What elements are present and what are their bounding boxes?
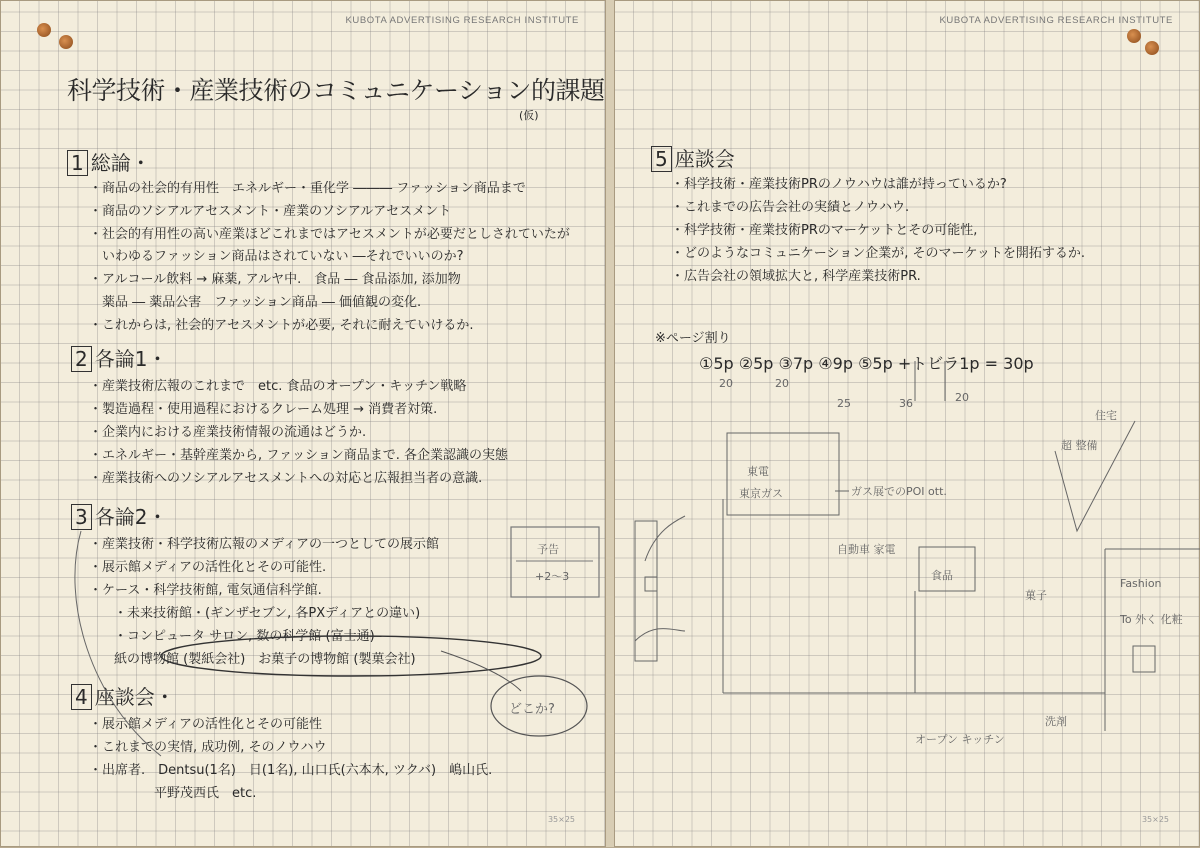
paper-size: 35×25 — [547, 815, 575, 824]
section-number: 5 — [651, 146, 672, 172]
section-title: 総論・ — [90, 151, 151, 175]
sketch-label: 東電 — [747, 465, 769, 478]
bracket-curve — [75, 531, 161, 756]
page-count: 36 — [899, 397, 913, 410]
note-line: ・企業内における産業技術情報の流通はどうか. — [89, 425, 367, 440]
sketch-label: 超 整備 — [1061, 439, 1098, 452]
note-box-bottom: +2〜3 — [535, 570, 570, 583]
section-title: 座談会 — [674, 147, 735, 171]
sketch-label: ガス展でのPOI ott. — [851, 485, 947, 498]
note-line: ・産業技術広報のこれまで etc. 食品のオープン・キッチン戦略 — [89, 379, 467, 394]
note-line: ・コンピュータ サロン, 数の科学館 (富士通) — [101, 629, 375, 644]
note-line: ・どのようなコミュニケーション企業が, そのマーケットを開拓するか. — [671, 246, 1085, 261]
note-line: ・商品のソシアルアセスメント・産業のソシアルアセスメント — [89, 204, 452, 219]
note-line: ・科学技術・産業技術PRのノウハウは誰が持っているか? — [671, 177, 1007, 192]
sketch-label: 東京ガス — [739, 487, 783, 500]
paper-size: 35×25 — [1141, 815, 1169, 824]
note-line: ・出席者. Dentsu(1名) 日(1名), 山口氏(六本木, ツクバ) 嶋山氏. — [89, 763, 493, 778]
sketch-label: 洗剤 — [1045, 715, 1067, 728]
annotation-marks — [1, 1, 607, 848]
page-count: 25 — [837, 397, 851, 410]
note-box-top: 予告 — [537, 543, 559, 556]
section-title: 座談会・ — [94, 685, 175, 709]
note-line: 平野茂西氏 etc. — [89, 786, 257, 801]
museum-oval — [161, 636, 541, 676]
note-line: ・産業技術へのソシアルアセスメントへの対応と広報担当者の意識. — [89, 471, 483, 486]
note-line: ・科学技術・産業技術PRのマーケットとその可能性, — [671, 223, 978, 238]
note-line: 紙の博物館 (製紙会社) お菓子の博物館 (製菓会社) — [101, 652, 416, 667]
section-number: 1 — [67, 150, 88, 176]
note-line: ・製造過程・使用過程におけるクレーム処理 → 消費者対策. — [89, 402, 438, 417]
title-note: (仮) — [519, 109, 539, 122]
note-line: ・これまでの実情, 成功例, そのノウハウ — [89, 740, 327, 755]
sketch-label: オープン キッチン — [915, 733, 1005, 746]
sketch-label: To 外く 化粧 — [1120, 613, 1183, 626]
section-number: 4 — [71, 684, 92, 710]
sketch-box — [727, 433, 839, 515]
note-line: いわゆるファッション商品はされていない ―それでいいのか? — [89, 249, 464, 264]
note-line: ・アルコール飲料 → 麻薬, アルヤ中. 食品 ― 食品添加, 添加物 — [89, 272, 461, 287]
page-count: 20 — [955, 391, 969, 404]
note-line: ・展示館メディアの活性化とその可能性 — [89, 717, 322, 732]
page-header: KUBOTA ADVERTISING RESEARCH INSTITUTE — [345, 15, 579, 26]
right-page — [614, 0, 1200, 847]
sketch-curve — [645, 516, 685, 561]
note-line: ・ケース・科学技術館, 電気通信科学館. — [89, 583, 322, 598]
note-line: 薬品 ― 薬品公害 ファッション商品 ― 価値観の変化. — [89, 295, 422, 310]
section-title: 各論1・ — [94, 347, 168, 371]
question-note: どこか? — [509, 702, 555, 717]
page-plan-label: ※ページ割り — [655, 331, 731, 346]
page-count: 20 — [775, 377, 789, 390]
page-count: 20 — [719, 377, 733, 390]
sketch-label: 自動車 家電 — [837, 543, 896, 556]
sketch-label: 住宅 — [1095, 409, 1117, 422]
sketch-arrow — [635, 629, 685, 642]
note-line: ・社会的有用性の高い産業ほどこれまではアセスメントが必要だとしされていたが — [89, 227, 570, 242]
page-plan: ①5p ②5p ③7p ④9p ⑤5p +トビラ1p = 30p — [699, 354, 1034, 373]
note-line: ・商品の社会的有用性 エネルギー・重化学 ――― ファッション商品まで — [89, 181, 526, 196]
section-number: 2 — [71, 346, 92, 372]
sketch-box — [645, 577, 657, 591]
sketch-box — [1133, 646, 1155, 672]
note-line: ・未来技術館・(ギンザセブン, 各PXディアとの違い) — [101, 606, 421, 621]
floor-plan-sketch — [615, 1, 1200, 848]
note-line: ・これまでの広告会社の実績とノウハウ. — [671, 200, 910, 215]
sketch-label: 菓子 — [1025, 589, 1047, 602]
note-line: ・産業技術・科学技術広報のメディアの一つとしての展示館 — [89, 537, 439, 552]
page-header: KUBOTA ADVERTISING RESEARCH INSTITUTE — [939, 15, 1173, 26]
note-line: ・エネルギー・基幹産業から, ファッション商品まで. 各企業認識の実態 — [89, 448, 509, 463]
section-title: 各論2・ — [94, 505, 168, 529]
page-title: 科学技術・産業技術のコミュニケーション的課題 — [67, 76, 605, 105]
binding-gutter — [606, 0, 614, 847]
sketch-label: 食品 — [931, 569, 953, 582]
note-box — [511, 527, 599, 597]
sketch-label: Fashion — [1120, 577, 1162, 590]
note-line: ・広告会社の領域拡大と, 科学産業技術PR. — [671, 269, 921, 284]
section-number: 3 — [71, 504, 92, 530]
note-line: ・展示館メディアの活性化とその可能性. — [89, 560, 327, 575]
note-line: ・これからは, 社会的アセスメントが必要, それに耐えていけるか. — [89, 318, 474, 333]
